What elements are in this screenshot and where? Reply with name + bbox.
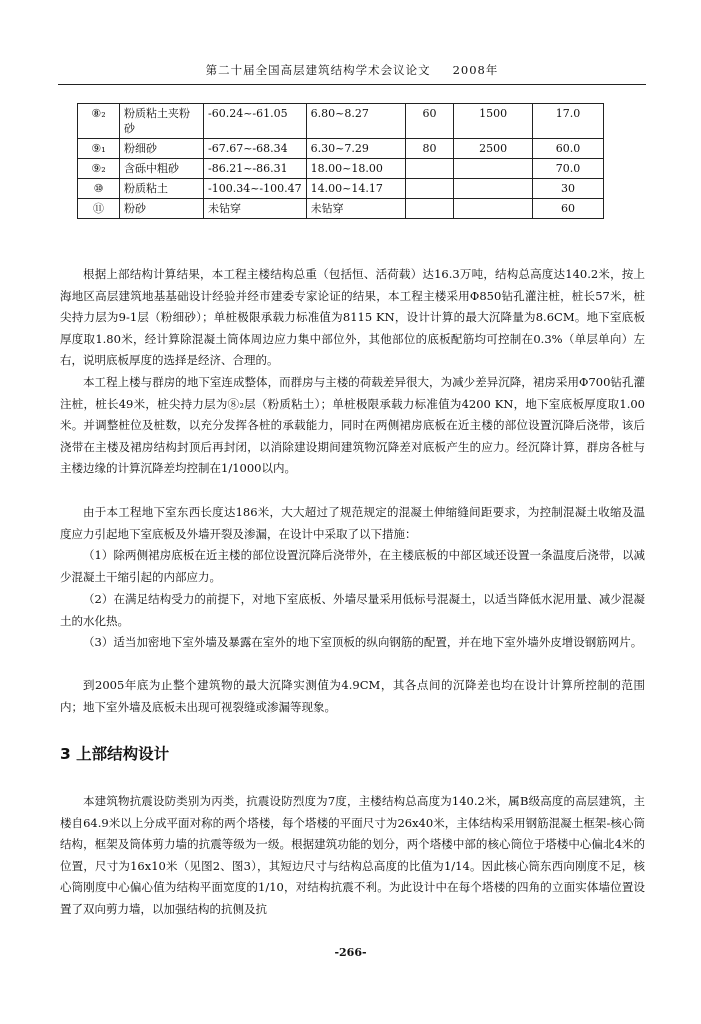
table-cell: 14.00~14.17 xyxy=(306,179,405,199)
section-heading: 3 上部结构设计 xyxy=(60,745,170,763)
table-cell: 未钻穿 xyxy=(204,199,307,219)
table-cell xyxy=(454,199,532,219)
table-cell: 粉质粘土 xyxy=(120,179,204,199)
table-cell: ⑩ xyxy=(78,179,120,199)
body-paragraph: （2）在满足结构受力的前提下，对地下室底板、外墙尽量采用低标号混凝土，以适当降低水泥用量、减少混凝土的水化热。 xyxy=(60,592,645,628)
page-number: -266- xyxy=(334,946,367,959)
body-paragraph: 本建筑物抗震设防类别为丙类，抗震设防烈度为7度，主楼结构总高度为140.2米，属B级高度的高层建筑，主楼自64.9米以上分成平面对称的两个塔楼，每个塔楼的平面尺寸为26x40米，主体结构采用钢筋混凝土框架-核心筒结构，框架及筒体剪力墙的抗震等级为一级。根据建筑功能的划分，两个塔楼中部的核心筒位于塔楼中心偏北4米的位置，尺寸为16x10米（见图2、图3），其短边尺寸与结构总高度的比值为1/14。因此核心筒东西向刚度不足，核心筒刚度中心偏心值为结构平面宽度的1/10，对结构抗震不利。为此设计中在每个塔楼的四角的立面实体墙位置设置了双向剪力墙，以加强结构的抗侧及抗 xyxy=(60,794,645,916)
table-cell: 1500 xyxy=(454,104,532,139)
table-cell: 6.30~7.29 xyxy=(306,139,405,159)
table-cell: ⑨₂ xyxy=(78,159,120,179)
body-paragraph: 由于本工程地下室东西长度达186米，大大超过了规范规定的混凝土伸缩缝间距要求，为控制混凝土收缩及温度应力引起地下室底板及外墙开裂及渗漏，在设计中采取了以下措施： xyxy=(60,505,645,541)
table-cell: 18.00~18.00 xyxy=(306,159,405,179)
soil-layer-table xyxy=(77,103,604,219)
table-cell: -100.34~-100.47 xyxy=(204,179,307,199)
body-paragraph: 到2005年底为止整个建筑物的最大沉降实测值为4.9CM，其各点间的沉降差也均在设计计算所控制的范围内；地下室外墙及底板未出现可视裂缝或渗漏等现象。 xyxy=(60,678,645,714)
body-paragraph: 根据上部结构计算结果，本工程主楼结构总重（包括恒、活荷载）达16.3万吨，结构总高度达140.2米，按上海地区高层建筑地基基础设计经验并经市建委专家论证的结果，本工程主楼采用Φ850钻孔灌注桩，桩长57米，桩尖持力层为9-1层（粉细砂）；单桩极限承载力标准值为8115 KN，设计计算的最大沉降量为8.6CM。地下室底板厚度取1.80米，经计算除混凝土筒体周边应力集中部位外，其他部位的底板配筋均可控制在0.3%（单层单向）左右，说明底板厚度的选择是经济、合理的。 xyxy=(60,267,645,367)
table-row xyxy=(78,159,604,179)
table-cell: 60 xyxy=(405,104,454,139)
table-cell xyxy=(405,199,454,219)
table-row xyxy=(78,139,604,159)
table-cell: 6.80~8.27 xyxy=(306,104,405,139)
header-title: 第二十届全国高层建筑结构学术会议论文 xyxy=(205,63,431,77)
table-cell: 30 xyxy=(532,179,603,199)
table-cell: 未钻穿 xyxy=(306,199,405,219)
table-row xyxy=(78,104,604,139)
header-year: 2008年 xyxy=(452,63,499,77)
running-header xyxy=(58,62,646,85)
table-cell: ⑧₂ xyxy=(78,104,120,139)
table-cell: ⑪ xyxy=(78,199,120,219)
table-cell: -67.67~-68.34 xyxy=(204,139,307,159)
body-paragraph: （3）适当加密地下室外墙及暴露在室外的地下室顶板的纵向钢筋的配置，并在地下室外墙外皮增设钢筋网片。 xyxy=(83,635,643,649)
table-cell xyxy=(405,159,454,179)
table-cell: 60 xyxy=(532,199,603,219)
table-cell: -86.21~-86.31 xyxy=(204,159,307,179)
table-cell: 粉质粘土夹粉砂 xyxy=(120,104,204,139)
table-cell: ⑨₁ xyxy=(78,139,120,159)
table-row xyxy=(78,199,604,219)
table-cell xyxy=(454,179,532,199)
table-cell: 17.0 xyxy=(532,104,603,139)
table-cell: -60.24~-61.05 xyxy=(204,104,307,139)
table-cell: 70.0 xyxy=(532,159,603,179)
table-cell: 粉砂 xyxy=(120,199,204,219)
table-cell: 60.0 xyxy=(532,139,603,159)
table-cell xyxy=(454,159,532,179)
body-paragraph: 本工程上楼与群房的地下室连成整体，而群房与主楼的荷载差异很大，为减少差异沉降，裙房采用Φ700钻孔灌注桩，桩长49米，桩尖持力层为⑧₂层（粉质粘土）；单桩极限承载力标准值为4200 KN，地下室底板厚度取1.00米。并调整桩位及桩数，以充分发挥各桩的承载能力，同时在两侧裙房底板在近主楼的部位设置沉降后浇带，该后浇带在主楼及裙房结构封顶后再封闭，以消除建设期间建筑物沉降差对底板产生的应力。经沉降计算，群房各桩与主楼边缘的计算沉降差均控制在1/1000以内。 xyxy=(60,375,645,475)
table-cell: 80 xyxy=(405,139,454,159)
table-cell: 2500 xyxy=(454,139,532,159)
table-cell: 含砾中粗砂 xyxy=(120,159,204,179)
table-cell: 粉细砂 xyxy=(120,139,204,159)
body-paragraph: （1）除两侧裙房底板在近主楼的部位设置沉降后浇带外，在主楼底板的中部区域还设置一条温度后浇带，以减少混凝土干缩引起的内部应力。 xyxy=(60,548,645,584)
table-row xyxy=(78,179,604,199)
table-cell xyxy=(405,179,454,199)
